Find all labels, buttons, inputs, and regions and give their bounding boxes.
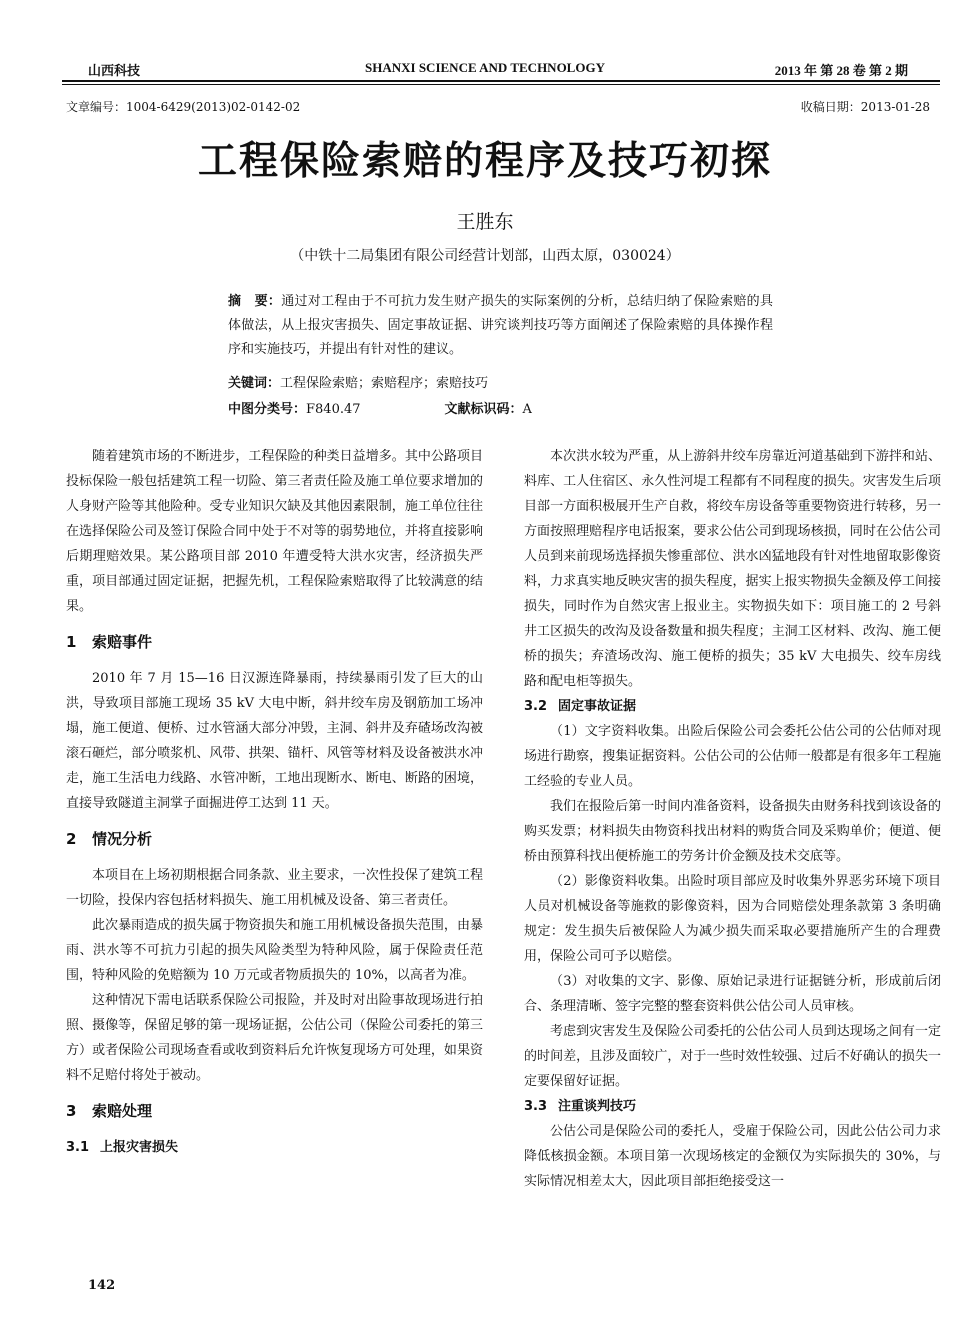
abstract-label: 摘 要： <box>228 294 282 309</box>
section-2-title: 情况分析 <box>92 830 153 848</box>
section-2-number: 2 <box>66 830 77 848</box>
page-number: 142 <box>88 1278 116 1293</box>
section-3-heading <box>66 1099 483 1124</box>
paper-title: 工程保险索赔的程序及技巧初探 <box>197 139 772 184</box>
abstract-text: 通过对工程由于不可抗力发生财产损失的实际案例的分析，总结归纳了保险索赔的具体做法，从上报灾害损失、固定事故证据、讲究谈判技巧等方面阐述了保险索赔的具体操作程序和实施技巧，并提出有针对性的建议。 <box>228 294 773 357</box>
section-1-heading <box>66 630 483 655</box>
intro-paragraph: 随着建筑市场的不断进步，工程保险的种类日益增多。其中公路项目投标保险一般包括建筑工程一切险、第三者责任险及施工单位要求增加的人身财产险等其他险种。受专业知识欠缺及其他因素限制，施工单位往往在选择保险公司及签订保险合同中处于不对等的弱势地位，并将直接影响后期理赔效果。某公路项目部 2010 年遭受特大洪水灾害，经济损失严重，项目部通过固定证据，把握先机，工程保险索赔取得了比较满意的结果。 <box>66 449 483 614</box>
abstract <box>228 290 773 362</box>
section-3-2-heading <box>524 694 941 719</box>
right-column <box>524 444 941 1194</box>
section-2-paragraph-3: 这种情况下需电话联系保险公司报险，并及时对出险事故现场进行拍照、摄像等，保留足够的第一现场证据，公估公司（保险公司委托的第三方）或者保险公司现场查看或收到资料后允许恢复现场方可处理，如果资料不足赔付将处于被动。 <box>66 993 483 1083</box>
author: 王胜东 <box>456 211 514 233</box>
section-3-3-paragraph: 公估公司是保险公司的委托人，受雇于保险公司，因此公估公司力求降低核损金额。本项目第一次现场核定的金额仅为实际损失的 30%，与实际情况相差太大，因此项目部拒绝接受这一 <box>524 1124 941 1189</box>
journal-issue: 2013 年 第 28 卷 第 2 期 <box>774 63 908 78</box>
section-3-2-paragraph-1: （1）文字资料收集。出险后保险公司会委托公估公司的公估师对现场进行勘察，搜集证据资料。公估公司的公估师一般都是有很多年工程施工经验的专业人员。 <box>524 724 941 789</box>
section-3-number: 3 <box>66 1102 77 1120</box>
section-3-1-number: 3.1 <box>66 1140 90 1155</box>
section-3-2-title: 固定事故证据 <box>558 699 637 714</box>
section-3-3-title: 注重谈判技巧 <box>558 1099 637 1114</box>
section-3-2-paragraph-4: （3）对收集的文字、影像、原始记录进行证据链分析，形成前后闭合、条理清晰、签字完整的整套资料供公估公司人员审核。 <box>524 974 941 1014</box>
clc-value: F840.47 <box>306 402 361 417</box>
section-2-heading <box>66 827 483 852</box>
section-3-3-number: 3.3 <box>524 1099 548 1114</box>
keywords-text: 工程保险索赔；索赔程序；索赔技巧 <box>280 376 489 391</box>
section-3-title: 索赔处理 <box>92 1102 153 1120</box>
affiliation: （中铁十二局集团有限公司经营计划部，山西太原，030024） <box>290 248 680 264</box>
article-number: 文章编号：1004-6429(2013)02-0142-02 <box>66 100 301 114</box>
section-3-2-paragraph-2: 我们在报险后第一时间内准备资料，设备损失由财务科找到该设备的购买发票；材料损失由物资科找出材料的购货合同及采购单价；便道、便桥由预算科找出便桥施工的劳务计价金额及技术交底等。 <box>524 799 941 864</box>
journal-name-cn: 山西科技 <box>88 63 141 78</box>
doc-code-label: 文献标识码： <box>444 402 523 417</box>
classification <box>228 398 773 422</box>
section-2-paragraph-2: 此次暴雨造成的损失属于物资损失和施工用机械设备损失范围，由暴雨、洪水等不可抗力引起的损失风险类型为特种风险，属于保险责任范围，特种风险的免赔额为 10 万元或者物质损失的 10%，以高者为准。 <box>66 918 483 983</box>
section-1-title: 索赔事件 <box>92 633 153 651</box>
header-rule-thin <box>62 84 940 85</box>
keywords <box>228 372 773 396</box>
section-3-2-number: 3.2 <box>524 699 548 714</box>
header-rule-thick <box>62 80 940 82</box>
journal-name-en: SHANXI SCIENCE AND TECHNOLOGY <box>365 60 605 75</box>
section-3-2-paragraph-3: （2）影像资料收集。出险时项目部应及时收集外界恶劣环境下项目人员对机械设备等施救的影像资料，因为合同赔偿处理条款第 3 条明确规定：发生损失后被保险人为减少损失而采取必要措施所产生的合理费用，保险公司可予以赔偿。 <box>524 874 941 964</box>
left-column <box>66 444 483 1160</box>
section-2-paragraph-1: 本项目在上场初期根据合同条款、业主要求，一次性投保了建筑工程一切险，投保内容包括材料损失、施工用机械及设备、第三者责任。 <box>66 868 483 908</box>
section-3-1-heading <box>66 1135 483 1160</box>
section-3-1-paragraph: 本次洪水较为严重，从上游斜井绞车房靠近河道基础到下游拌和站、料库、工人住宿区、永久性河堤工程都有不同程度的损失。灾害发生后项目部一方面积极展开生产自救，将绞车房设备等重要物资进行转移，另一方面按照理赔程序电话报案，要求公估公司到现场核损，同时在公估公司人员到来前现场选择损失惨重部位、洪水凶猛地段有针对性地留取影像资料，力求真实地反映灾害的损失程度，据实上报实物损失金额及停工间接损失，同时作为自然灾害上报业主。实物损失如下：项目施工的 2 号斜井工区损失的改沟及设备数量和损失程度；主洞工区材料、改沟、施工便桥的损失；弃渣场改沟、施工便桥的损失；35 kV 大电损失、绞车房线路和配电柜等损失。 <box>524 449 941 689</box>
section-3-1-title: 上报灾害损失 <box>100 1140 179 1155</box>
doc-code-value: A <box>522 402 532 417</box>
keywords-label: 关键词： <box>228 376 281 391</box>
section-3-3-heading <box>524 1094 941 1119</box>
clc-label: 中图分类号： <box>228 402 307 417</box>
received-date: 收稿日期：2013-01-28 <box>800 100 930 114</box>
section-3-2-paragraph-5: 考虑到灾害发生及保险公司委托的公估公司人员到达现场之间有一定的时间差，且涉及面较广，对于一些时效性较强、过后不好确认的损失一定要保留好证据。 <box>524 1024 941 1089</box>
section-1-paragraph: 2010 年 7 月 15—16 日汉源连降暴雨，持续暴雨引发了巨大的山洪，导致项目部施工现场 35 kV 大电中断，斜井绞车房及钢筋加工场冲塌，施工便道、便桥、过水管涵大部分冲毁，主洞、斜井及弃碴场改沟被滚石砸烂，部分喷浆机、风带、拱架、锚杆、风管等材料及设备被洪水冲走，施工生活电力线路、水管冲断，工地出现断水、断电、断路的困境，直接导致隧道主洞掌子面掘进停工达到 11 天。 <box>66 671 483 811</box>
section-1-number: 1 <box>66 633 77 651</box>
